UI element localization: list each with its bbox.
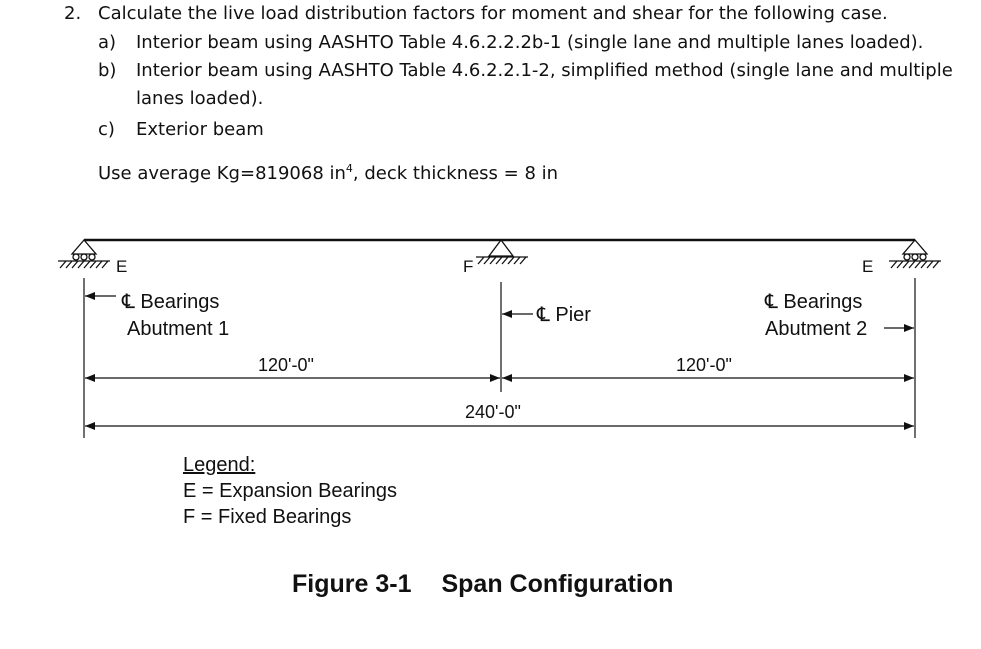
figure-title: Span Configuration <box>441 570 674 598</box>
question-title: Calculate the live load distribution factors for moment and shear for the following case. <box>98 3 888 24</box>
support-type-pier: F <box>463 257 474 276</box>
pier-label: ℄ Pier <box>537 304 591 326</box>
item-label: a) <box>98 32 117 53</box>
left-expansion-bearing-icon <box>58 240 110 268</box>
left-bearing-label: ℄ Bearings <box>122 291 220 313</box>
item-text: Interior beam using AASHTO Table 4.6.2.2.1-2, simplified method (single lane and multiple <box>136 60 953 81</box>
left-abutment-label: Abutment 1 <box>127 318 230 340</box>
item-text: Exterior beam <box>136 119 264 140</box>
item-text: Interior beam using AASHTO Table 4.6.2.2.2b-1 (single lane and multiple lanes loaded). <box>136 32 924 53</box>
right-expansion-bearing-icon <box>889 240 941 268</box>
support-type-right: E <box>862 257 874 276</box>
left-span-length: 120'-0" <box>258 355 314 375</box>
item-label: b) <box>98 60 117 81</box>
given-prefix: Use average Kg=819068 in <box>98 163 346 184</box>
legend-title: Legend: <box>183 454 256 476</box>
question-number: 2. <box>64 3 82 24</box>
given-exponent: 4 <box>345 162 353 175</box>
total-span-length: 240'-0" <box>465 402 521 422</box>
given-suffix: , deck thickness = 8 in <box>352 163 559 184</box>
legend <box>183 452 397 530</box>
right-span-length: 120'-0" <box>676 355 732 375</box>
figure-caption <box>292 570 673 599</box>
support-type-left: E <box>116 257 128 276</box>
item-text-continued: lanes loaded). <box>136 88 264 109</box>
legend-entry-fixed: F = Fixed Bearings <box>183 506 352 528</box>
right-bearing-label: ℄ Bearings <box>765 291 863 313</box>
item-label: c) <box>98 119 115 140</box>
pier-fixed-bearing-icon <box>476 240 528 264</box>
figure-number: Figure 3-1 <box>292 570 412 598</box>
right-abutment-label: Abutment 2 <box>765 318 868 340</box>
legend-entry-expansion: E = Expansion Bearings <box>183 480 398 502</box>
